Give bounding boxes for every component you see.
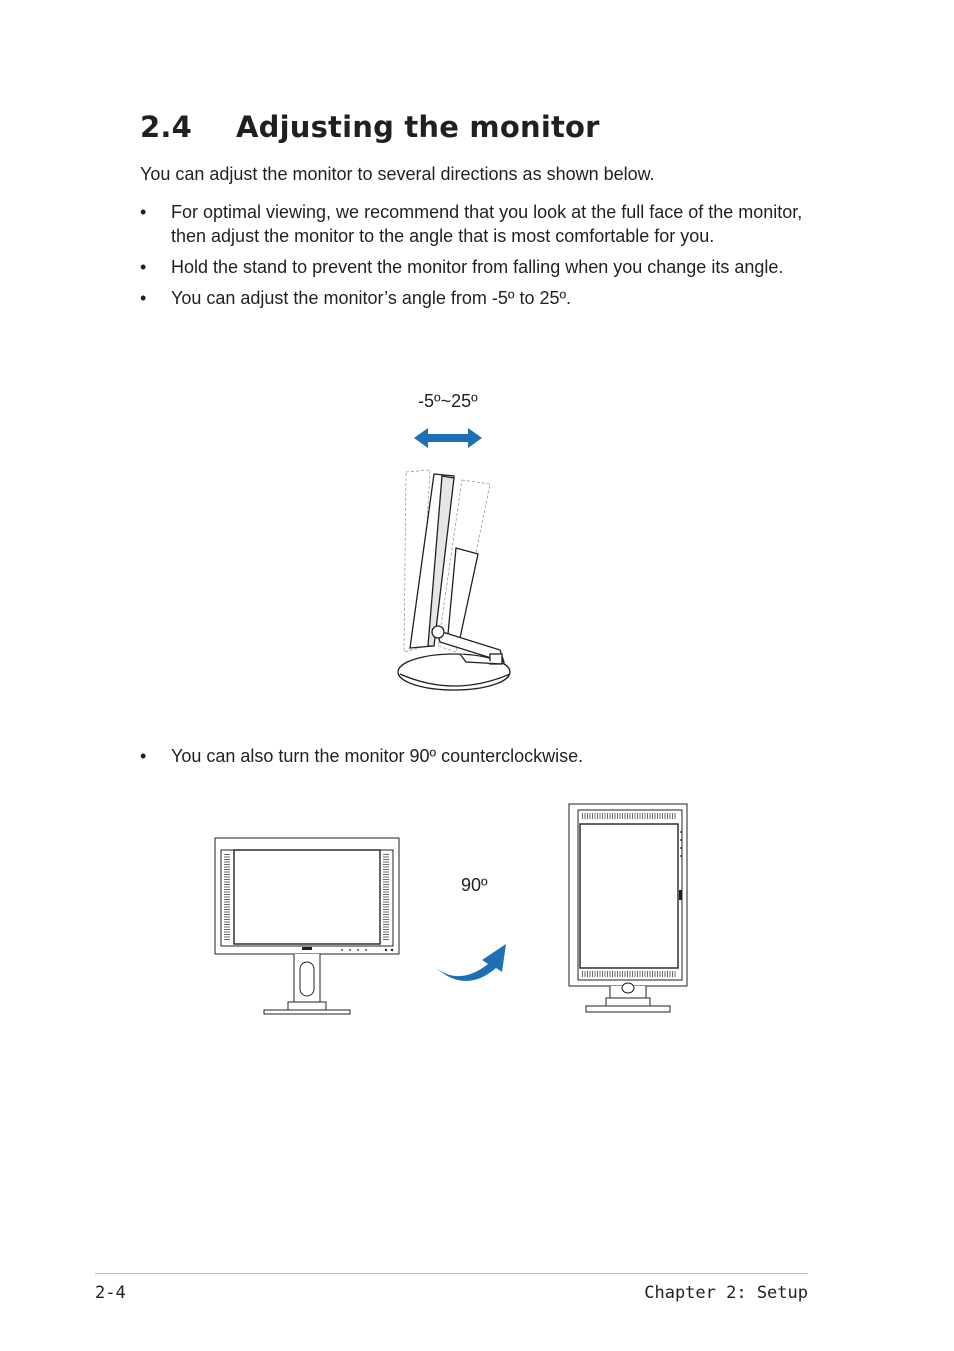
bullet-dot: • xyxy=(140,746,147,766)
page-number: 2-4 xyxy=(95,1283,126,1303)
intro-paragraph: You can adjust the monitor to several directions as shown below. xyxy=(140,164,655,184)
bullet-item xyxy=(140,286,810,310)
tilt-angle-label: -5º~25º xyxy=(418,391,478,411)
bullet-dot: • xyxy=(140,288,147,308)
bullet-dot: • xyxy=(140,202,147,222)
monitor-landscape-illustration xyxy=(212,836,402,1016)
monitor-side-view-illustration xyxy=(390,462,520,694)
section-number: 2.4 xyxy=(140,110,192,144)
double-arrow-icon xyxy=(412,425,484,451)
bullet-text: You can adjust the monitor’s angle from -5º to 25º. xyxy=(171,288,572,308)
bullet-list xyxy=(140,200,810,317)
bullet-text: Hold the stand to prevent the monitor from falling when you change its angle. xyxy=(171,257,784,277)
bullet-item xyxy=(140,255,810,279)
chapter-title: Chapter 2: Setup xyxy=(644,1283,808,1303)
rotate-arrow-icon xyxy=(432,942,512,988)
monitor-portrait-illustration xyxy=(566,802,690,1016)
bullet-item xyxy=(140,200,810,248)
bullet-dot: • xyxy=(140,257,147,277)
bullet-text: For optimal viewing, we recommend that you look at the full face of the monitor, then adjust the monitor to the angle that is most comfortable for you. xyxy=(171,202,803,246)
bullet-item-rotate xyxy=(140,744,810,768)
rotation-angle-label: 90º xyxy=(461,875,488,895)
footer-divider xyxy=(95,1273,808,1274)
section-heading xyxy=(140,110,600,144)
section-title: Adjusting the monitor xyxy=(236,110,600,144)
bullet-text: You can also turn the monitor 90º counterclockwise. xyxy=(171,746,584,766)
